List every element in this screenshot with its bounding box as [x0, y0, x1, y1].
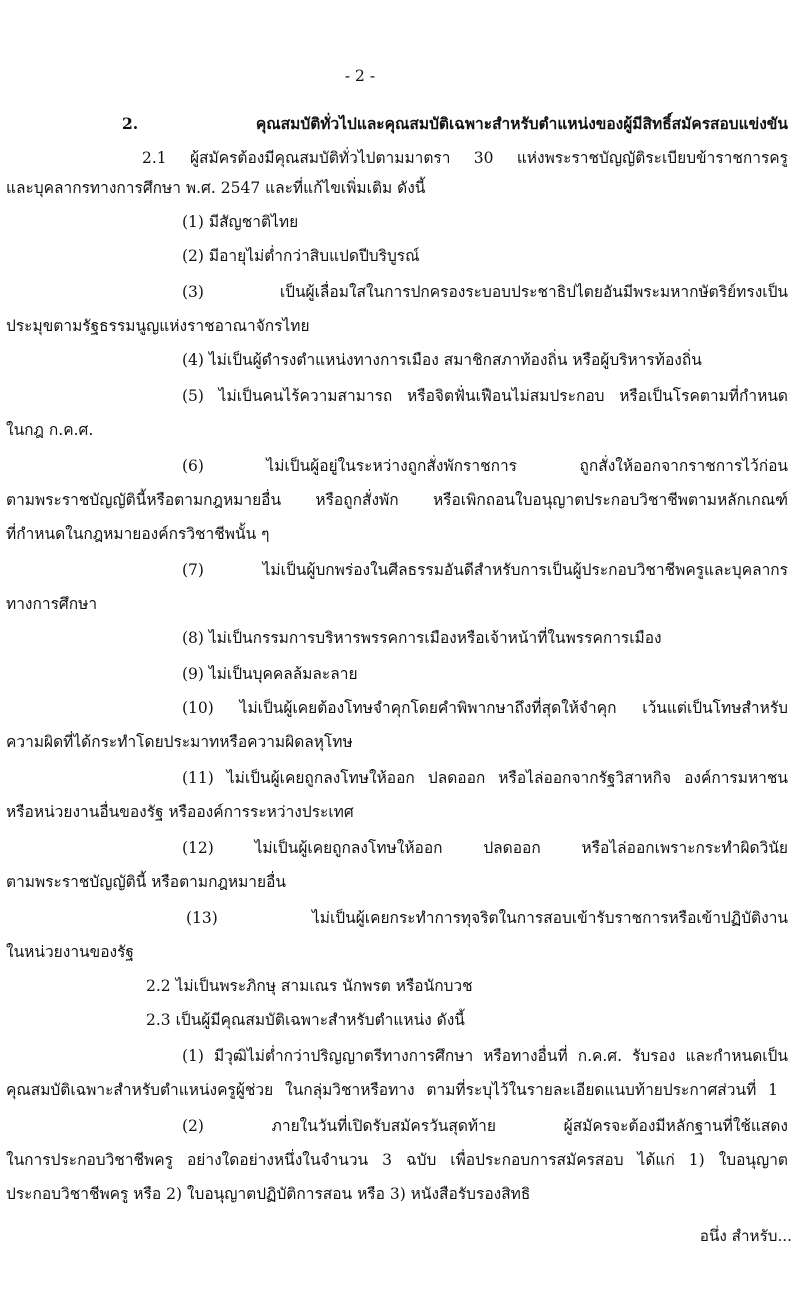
continuation-note: อนึ่ง สำหรับ...	[699, 1227, 792, 1245]
text-line: ประกอบวิชาชีพครู หรือ 2) ใบอนุญาตปฏิบัติการสอน หรือ 3) หนังสือรับรองสิทธิ	[6, 1185, 531, 1203]
text-line: คุณสมบัติเฉพาะสำหรับตำแหน่งครูผู้ช่วย ในกลุ่มวิชาหรือทาง ตามที่ระบุไว้ในรายละเอียดแนบท้ายประกาศส่วนที่ 1	[6, 1081, 778, 1099]
text-line: (1) มีวุฒิไม่ต่ำกว่าปริญญาตรีทางการศึกษา หรือทางอื่นที่ ก.ค.ศ. รับรอง และกำหนดเป็น	[182, 1047, 788, 1065]
text-line: (2) มีอายุไม่ต่ำกว่าสิบแปดปีบริบูรณ์	[182, 247, 420, 265]
text-line: (2) ภายในวันที่เปิดรับสมัครวันสุดท้าย ผู้สมัครจะต้องมีหลักฐานที่ใช้แสดง	[182, 1117, 788, 1135]
text-line: ความผิดที่ได้กระทำโดยประมาทหรือความผิดลหุโทษ	[6, 733, 353, 751]
text-line: ประมุขตามรัฐธรรมนูญแห่งราชอาณาจักรไทย	[6, 317, 310, 335]
text-line: ที่กำหนดในกฎหมายองค์กรวิชาชีพนั้น ๆ	[6, 525, 270, 543]
text-line: (9) ไม่เป็นบุคคลล้มละลาย	[182, 665, 358, 683]
text-line: (5) ไม่เป็นคนไร้ความสามารถ หรือจิตฟั่นเฟือนไม่สมประกอบ หรือเป็นโรคตามที่กำหนด	[182, 387, 788, 405]
text-line: ในหน่วยงานของรัฐ	[6, 943, 134, 961]
text-line: ทางการศึกษา	[6, 595, 98, 613]
page-number: - 2 -	[344, 67, 376, 85]
section-heading: 2. คุณสมบัติทั่วไปและคุณสมบัติเฉพาะสำหรับตำแหน่งของผู้มีสิทธิ์สมัครสอบแข่งขัน	[122, 114, 788, 133]
text-line: 2.2 ไม่เป็นพระภิกษุ สามเณร นักพรต หรือนักบวช	[146, 977, 473, 995]
text-line: ในกฎ ก.ค.ศ.	[6, 421, 94, 439]
text-line: 2.3 เป็นผู้มีคุณสมบัติเฉพาะสำหรับตำแหน่ง ดังนี้	[146, 1011, 465, 1029]
text-line: (4) ไม่เป็นผู้ดำรงตำแหน่งทางการเมือง สมาชิกสภาท้องถิ่น หรือผู้บริหารท้องถิ่น	[182, 351, 702, 369]
text-line: (8) ไม่เป็นกรรมการบริหารพรรคการเมืองหรือเจ้าหน้าที่ในพรรคการเมือง	[182, 629, 662, 647]
text-line: (3) เป็นผู้เลื่อมใสในการปกครองระบอบประชาธิปไตยอันมีพระมหากษัตริย์ทรงเป็น	[182, 283, 788, 301]
text-line: (6) ไม่เป็นผู้อยู่ในระหว่างถูกสั่งพักราชการ ถูกสั่งให้ออกจากราชการไว้ก่อน	[182, 457, 788, 475]
text-line: (1) มีสัญชาติไทย	[182, 213, 299, 231]
text-line: หรือหน่วยงานอื่นของรัฐ หรือองค์การระหว่างประเทศ	[6, 803, 354, 821]
text-line: และบุคลากรทางการศึกษา พ.ศ. 2547 และที่แก้ไขเพิ่มเติม ดังนี้	[6, 179, 426, 197]
text-line: (12) ไม่เป็นผู้เคยถูกลงโทษให้ออก ปลดออก หรือไล่ออกเพราะกระทำผิดวินัย	[182, 839, 788, 857]
text-line: (7) ไม่เป็นผู้บกพร่องในศีลธรรมอันดีสำหรับการเป็นผู้ประกอบวิชาชีพครูและบุคลากร	[182, 561, 788, 579]
text-line: ตามพระราชบัญญัตินี้ หรือตามกฎหมายอื่น	[6, 873, 286, 891]
text-line: 2.1 ผู้สมัครต้องมีคุณสมบัติทั่วไปตามมาตรา 30 แห่งพระราชบัญญัติระเบียบข้าราชการครู	[142, 149, 788, 167]
text-line: (13) ไม่เป็นผู้เคยกระทำการทุจริตในการสอบเข้ารับราชการหรือเข้าปฏิบัติงาน	[186, 909, 788, 927]
text-line: (10) ไม่เป็นผู้เคยต้องโทษจำคุกโดยคำพิพากษาถึงที่สุดให้จำคุก เว้นแต่เป็นโทษสำหรับ	[182, 699, 788, 717]
text-line: ในการประกอบวิชาชีพครู อย่างใดอย่างหนึ่งในจำนวน 3 ฉบับ เพื่อประกอบการสมัครสอบ ได้แก่ 1) ใบอนุญาต	[6, 1151, 788, 1169]
text-line: (11) ไม่เป็นผู้เคยถูกลงโทษให้ออก ปลดออก หรือไล่ออกจากรัฐวิสาหกิจ องค์การมหาชน	[182, 769, 788, 787]
text-line: ตามพระราชบัญญัตินี้หรือตามกฎหมายอื่น หรือถูกสั่งพัก หรือเพิกถอนใบอนุญาตประกอบวิชาชีพตามหลักเกณฑ์	[6, 491, 788, 509]
